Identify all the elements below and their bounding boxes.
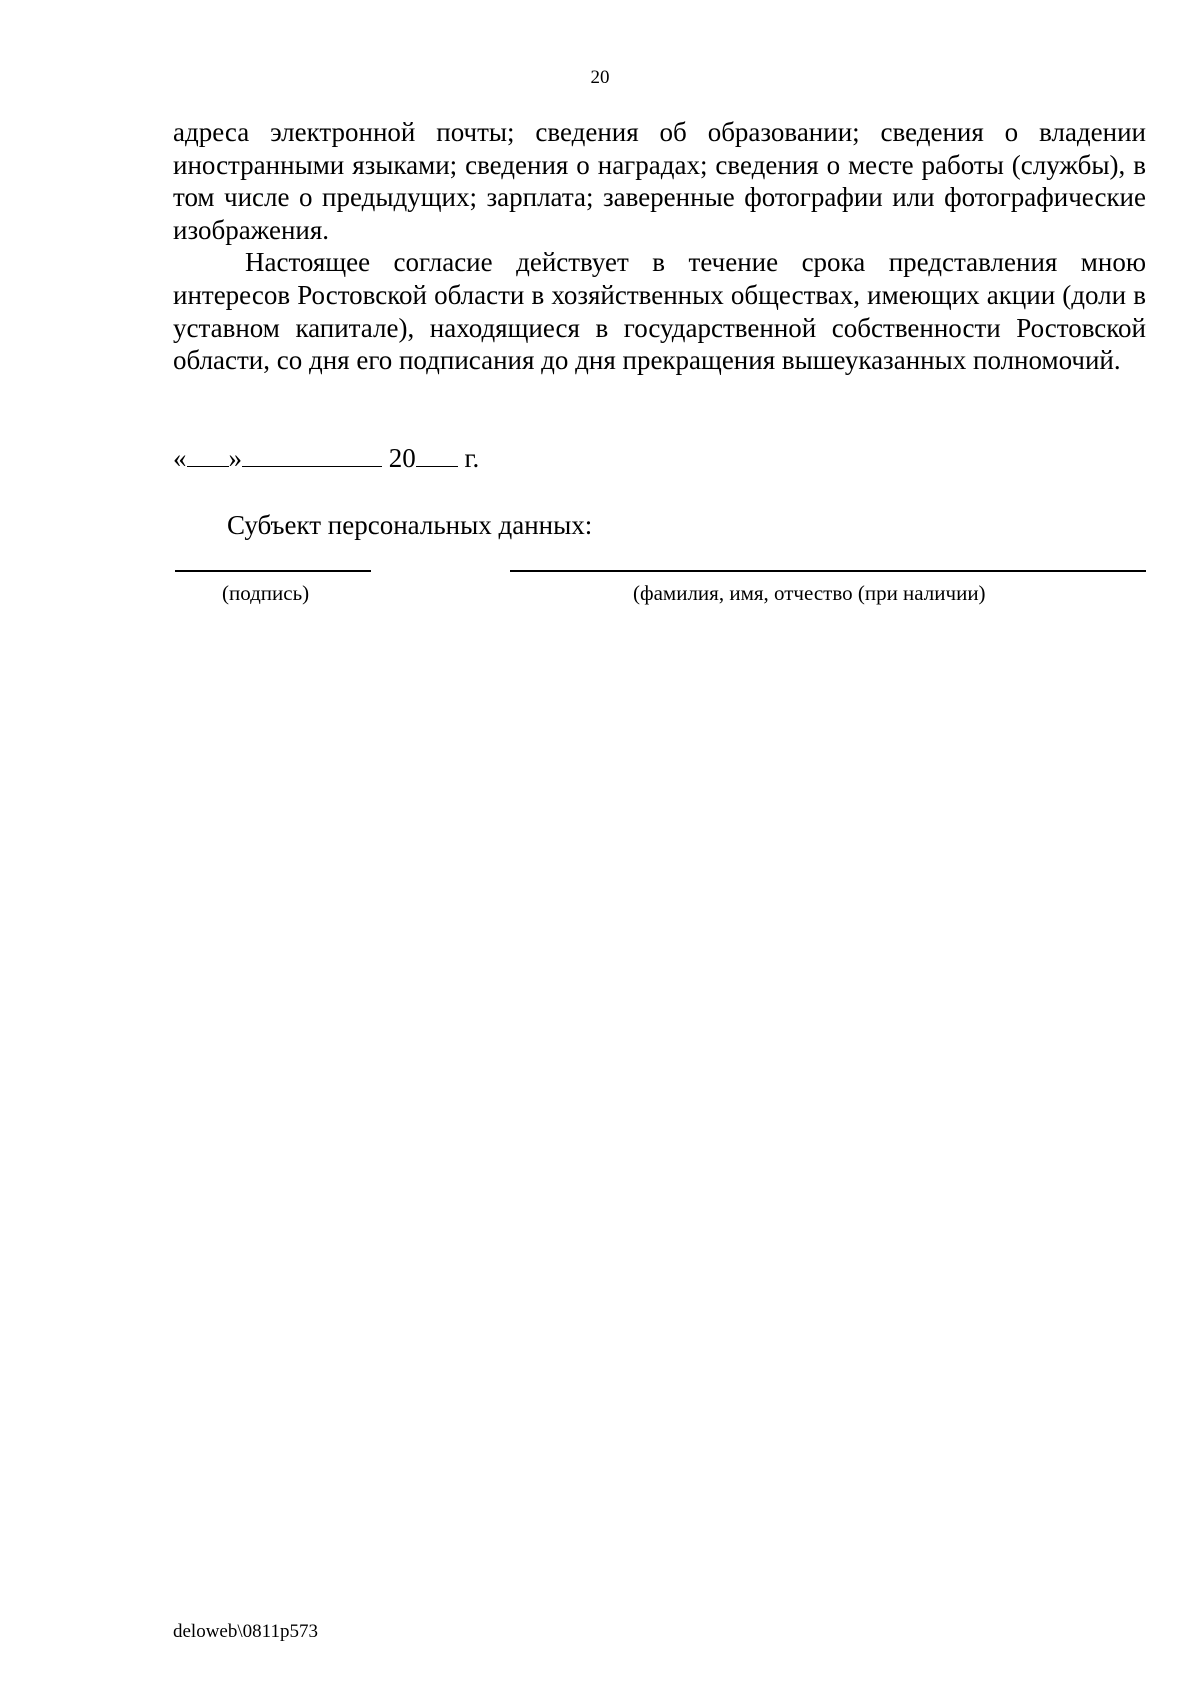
subject-label: Субъект персональных данных: <box>227 510 593 540</box>
signature-caption: (подпись) <box>222 581 310 605</box>
paragraph-consent-term: Настоящее согласие действует в течение срока представления мною интересов Ростовской области в хозяйственных обществах, имеющих акции (доли в уставном капитале), находящиеся в государственной собственности Ростовской области, со дня его подписания до дня прекращения вышеуказанных полномочий. <box>173 247 1146 376</box>
day-blank <box>187 444 229 467</box>
date-close-quote: » <box>228 443 242 473</box>
year-suffix: г. <box>464 443 480 473</box>
document-body <box>173 116 1146 377</box>
year-blank <box>416 444 458 467</box>
footer-document-code: deloweb\0811p573 <box>173 1621 318 1642</box>
signature-line <box>175 570 371 572</box>
page-number: 20 <box>590 67 610 88</box>
month-blank <box>242 444 382 467</box>
date-line <box>173 442 479 474</box>
paragraph-personal-data-list: адреса электронной почты; сведения об образовании; сведения о владении иностранными языками; сведения о наградах; сведения о месте работы (службы), в том числе о предыдущих; зарплата; заверенные фотографии или фотографические изображения. <box>173 117 1146 245</box>
year-prefix: 20 <box>388 443 416 473</box>
full-name-caption: (фамилия, имя, отчество (при наличии) <box>633 581 986 605</box>
date-open-quote: « <box>173 443 187 473</box>
full-name-line <box>510 570 1146 572</box>
